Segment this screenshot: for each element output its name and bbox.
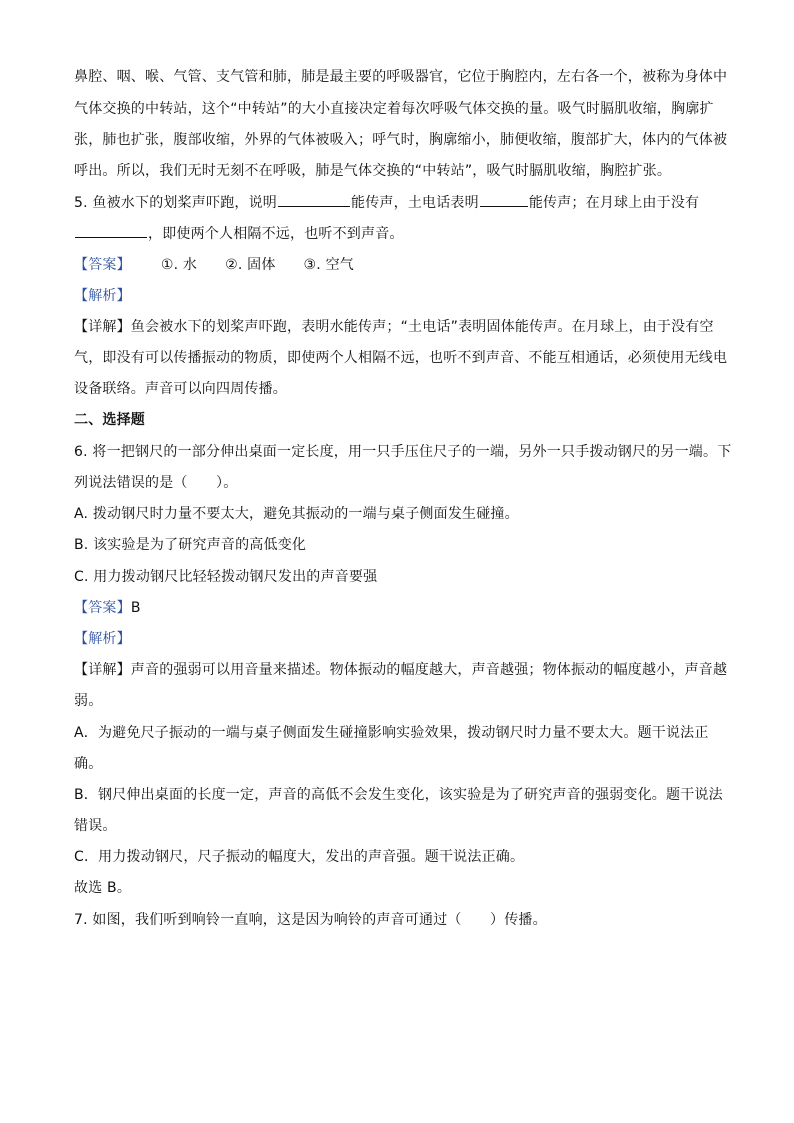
- q6-stem-line: 列说法错误的是（ ）。: [74, 475, 238, 491]
- paragraph-line: 气体交换的中转站，这个“中转站”的大小直接决定着每次呼吸气体交换的量。吸气时膈肌收缩，胸廓扩: [74, 101, 714, 117]
- q5-blank-3: [75, 223, 147, 238]
- q6-detail-line: 确。: [74, 756, 103, 772]
- q5-answer-row: [74, 255, 354, 275]
- q5-detail-line: 设备联络。声音可以向四周传播。: [74, 381, 287, 397]
- q5-answer-item-3: ③. 空气: [303, 257, 354, 273]
- q6-option-a: A. 拨动钢尺时力量不要太大，避免其振动的一端与桌子侧面发生碰撞。: [74, 506, 519, 522]
- paragraph-line: 张，肺也扩张，腹部收缩，外界的气体被吸入；呼气时，胸廓缩小，肺便收缩，腹部扩大，体内的气体被: [74, 132, 728, 148]
- answer-label: 【答案】: [74, 257, 131, 273]
- q5-blank-1: [278, 192, 350, 207]
- q5-answer-item-2: ②. 固体: [225, 257, 276, 273]
- q5-detail-line: 气，即没有可以传播振动的物质，即使两个人相隔不远，也听不到声音、不能互相通话，必须使用无线电: [74, 350, 728, 366]
- q6-detail-line: 错误。: [74, 818, 117, 834]
- paragraph-line: 呼出。所以，我们无时无刻不在呼吸，肺是气体交换的“中转站”，吸气时膈肌收缩，胸腔扩张。: [74, 163, 672, 179]
- question-5-line1: [74, 192, 699, 213]
- q5-text-part1: 5. 鱼被水下的划桨声吓跑，说明: [74, 195, 278, 211]
- q6-option-c: C. 用力拨动钢尺比轻轻拨动钢尺发出的声音要强: [74, 569, 378, 585]
- paragraph-line: 鼻腔、咽、喉、气管、支气管和肺，肺是最主要的呼吸器官，它位于胸腔内，左右各一个，被称为身体中: [74, 69, 728, 85]
- q6-detail-line: 【详解】声音的强弱可以用音量来描述。物体振动的幅度越大，声音越强；物体振动的幅度越小，声音越: [74, 662, 728, 678]
- q6-detail-line: B．钢尺伸出桌面的长度一定，声音的高低不会发生变化，该实验是为了研究声音的强弱变化。题干说法: [74, 787, 723, 803]
- q5-text-part3: 能传声；在月球上由于没有: [528, 195, 700, 211]
- q5-answer-item-1: ①. 水: [160, 257, 198, 273]
- q6-option-b: B. 该实验是为了研究声音的高低变化: [74, 537, 307, 553]
- q5-detail-line: 【详解】鱼会被水下的划桨声吓跑，表明水能传声；“土电话”表明固体能传声。在月球上，由于没有空: [74, 319, 714, 335]
- q6-detail-line: 故选 B。: [74, 880, 132, 896]
- q6-detail-line: A．为避免尺子振动的一端与桌子侧面发生碰撞影响实验效果，拨动钢尺时力量不要太大。题干说法正: [74, 725, 709, 741]
- section-title: 二、选择题: [74, 412, 145, 428]
- answer-label: 【答案】: [74, 600, 131, 616]
- analysis-label: 【解析】: [74, 631, 131, 647]
- q6-detail-line: 弱。: [74, 693, 103, 709]
- q5-blank-2: [480, 192, 528, 207]
- q6-stem-line: 6. 将一把钢尺的一部分伸出桌面一定长度，用一只手压住尺子的一端，另外一只手拨动钢尺的另一端。下: [74, 444, 732, 460]
- q6-answer-value: B: [130, 600, 141, 616]
- q5-text-part4: ，即使两个人相隔不远，也听不到声音。: [148, 226, 404, 242]
- question-5-line2: [74, 223, 404, 244]
- q5-text-part2: 能传声，土电话表明: [351, 195, 479, 211]
- analysis-label: 【解析】: [74, 288, 131, 304]
- q7-stem: 7. 如图，我们听到响铃一直响，这是因为响铃的声音可通过（ ）传播。: [74, 912, 547, 928]
- q6-answer-row: [74, 598, 141, 618]
- q6-detail-line: C．用力拨动钢尺，尺子振动的幅度大，发出的声音强。题干说法正确。: [74, 849, 525, 865]
